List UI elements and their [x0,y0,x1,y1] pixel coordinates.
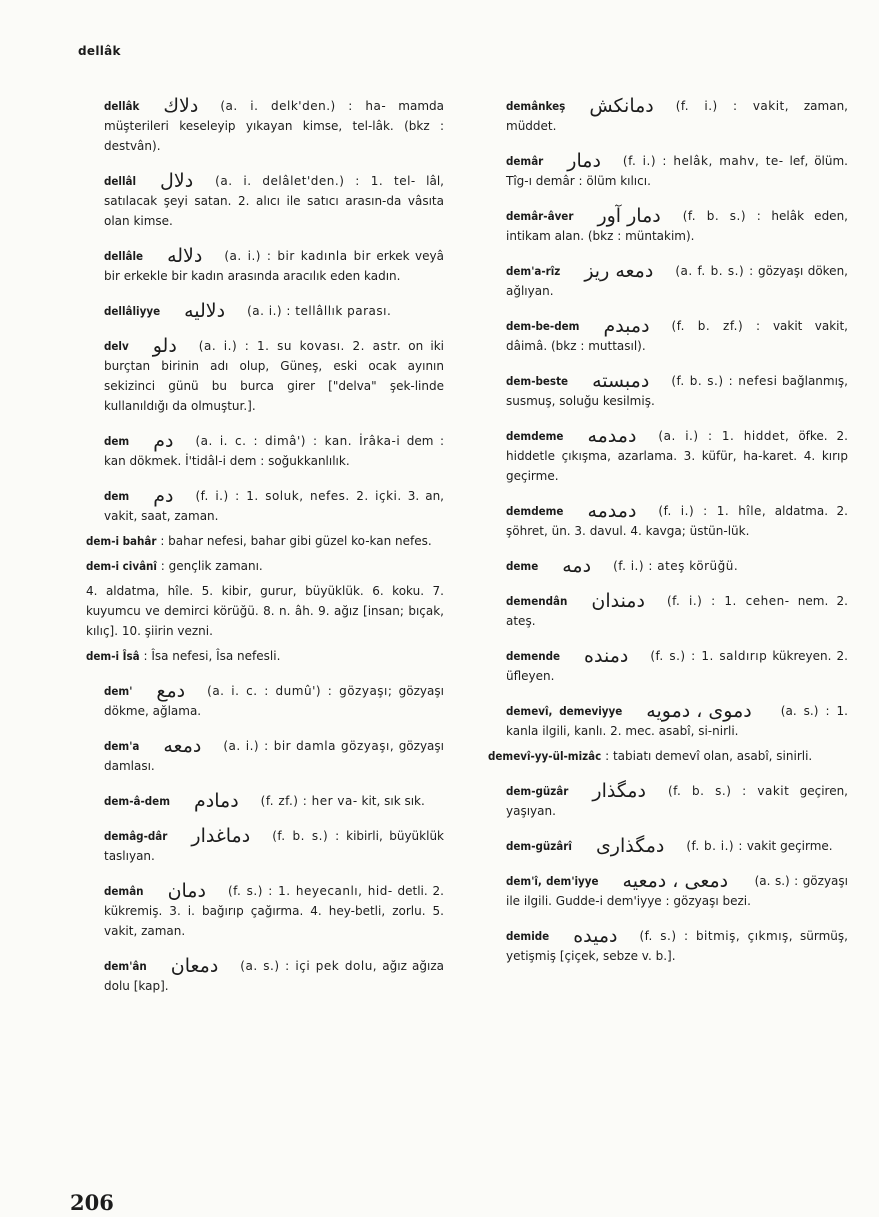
definition: on iki burçtan birinin adı olup, Güneş, eski ocak ayının sekizinci günü bu burca girer ["delva" şek-linde kullanıldığı da olmuştur.]. [104,339,444,413]
definition: ağız ağıza dolu [kap]. [104,959,444,993]
running-head: dellâk [78,44,121,58]
headword: demâg-dâr [104,829,168,843]
entry-demar [470,151,848,191]
grammar: (a. i.) : bir damla gözyaşı, [223,739,395,753]
right-column [470,96,848,981]
grammar: (f. b. s.) : [272,829,340,843]
subentry-demeviyy-ul-mizac [470,746,848,766]
entry-demendan [470,591,848,631]
definition: 3. an, vakit, saat, zaman. [104,489,444,523]
headword: demân [104,884,144,898]
arabic-script: دمعه ريز [584,260,654,282]
arabic-script: دلاك [163,95,199,117]
entry-demar-aver [470,206,848,246]
arabic-script: دمه [562,555,592,577]
headword: demende [506,649,561,663]
grammar: (a. i.) : 1. su kovası. 2. astr. [198,339,402,353]
arabic-script: دم [153,485,174,507]
subentry-dem-i-civani [68,556,444,576]
definition: lâl, satılacak şeyi satan. 2. alıcı ile satıcı arasın-da vâsıta olan kimse. [104,174,444,228]
entry-dem-continued [68,581,444,641]
entry-deme [470,556,848,576]
arabic-script: دلو [152,335,177,357]
arabic-script: دمندان [591,590,645,612]
grammar: (f. b. s.) : vakit [667,784,790,798]
grammar: (a. s.) : içi pek dolu, [240,959,378,973]
headword: dem-â-dem [104,794,170,808]
definition: (a. s.) : 1. kanla ilgili, kanlı. 2. mec. asabî, si-nirli. [506,704,848,738]
headword: dem-i civânî [86,559,157,573]
arabic-script: دلال [160,170,194,192]
grammar: (a. i. delk'den.) : ha- [220,99,387,113]
entry-demag-dar [68,826,444,866]
entry-dem-guzari [470,836,848,856]
entry-dem-a-dem [68,791,444,811]
definition: aldatma. 2. şöhret, ün. 3. davul. 4. kavga; üstün-lük. [506,504,848,538]
arabic-script: دمبدم [603,315,650,337]
grammar: (f. b. zf.) : [671,319,761,333]
arabic-script: دمعه [163,735,202,757]
definition: : gençlik zamanı. [160,559,263,573]
entry-dem-a [68,736,444,776]
arabic-script: دلاليه [184,300,226,322]
arabic-script: دمار [567,150,601,172]
subentry-dem-i-isa [68,646,444,666]
headword: dem'î, dem'iyye [506,874,599,888]
headword: dem-beste [506,374,569,388]
grammar: (f. s.) : bitmiş, çıkmış, [639,929,794,943]
entry-dem-i [470,871,848,911]
headword: dem' [104,684,133,698]
definition: bağlanmış, susmuş, soluğu kesilmiş. [506,374,848,408]
definition: kibirli, büyüklük taslıyan. [104,829,445,863]
arabic-script: دمگذارى [595,835,665,857]
definition: 4. aldatma, hîle. 5. kibir, gurur, büyüklük. 6. koku. 7. kuyumcu ve demirci körüğü. 8. n. âh. 9. ağız [insan; bıçak, kılıç]. 10. şiirin vezni. [86,584,444,638]
definition: öfke. 2. hiddetle çıkışma, azarlama. 3. küfür, ha-karet. 4. kırıp geçirme. [506,429,848,483]
headword: demâr-âver [506,209,574,223]
arabic-script: دمعى ، دمعيه [622,870,729,892]
entry-dem-a-riz [470,261,848,301]
grammar: (f. i.) : helâk, mahv, te- [622,154,784,168]
definition: gözyaşı döken, ağlıyan. [506,264,848,298]
definition: gözyaşı dökme, ağlama. [104,684,444,718]
grammar: (f. i.) : ateş körüğü. [613,559,739,573]
headword: dem'ân [104,959,147,973]
page-number: 206 [70,1190,114,1215]
grammar: (a. i.) : tellâllık parası. [247,304,392,318]
headword: demânkeş [506,99,566,113]
entry-demankes [470,96,848,136]
arabic-script: دمانكش [589,95,654,117]
arabic-script: دمع [156,680,186,702]
definition: (a. s.) : gözyaşı ile ilgili. Gudde-i dem'iyye : gözyaşı bezi. [506,874,848,908]
entry-demdeme-f [470,501,848,541]
headword: dem [104,489,130,503]
definition: : tabiatı demevî olan, asabî, sinirli. [605,749,813,763]
definition: dem : kan dökmek. İ'tidâl-i dem : soğukkanlılık. [104,434,444,468]
definition: : Îsa nefesi, Îsa nefesli. [143,649,281,663]
left-column [68,96,444,1011]
arabic-script: دم [153,430,174,452]
entry-dem-breath [68,486,444,526]
grammar: (f. b. s.) : nefesi [671,374,778,388]
grammar: (a. i. c. : dimâ') : kan. İrâka-i [195,434,401,448]
subentry-dem-i-bahar [68,531,444,551]
arabic-script: دمگذار [592,780,646,802]
grammar: (f. s.) : 1. saldırıp [650,649,768,663]
definition: kit, sık sık. [361,794,425,808]
entry-demdeme-a [470,426,848,486]
headword: demendân [506,594,568,608]
headword: dellâl [104,174,137,188]
grammar: (a. i. delâlet'den.) : 1. tel- [215,174,416,188]
grammar: (f. b. i.) : [686,839,743,853]
arabic-script: دمدمه [587,425,637,447]
headword: dem-güzâr [506,784,569,798]
arabic-script: دمان [167,880,206,902]
headword: demdeme [506,429,564,443]
arabic-script: دميده [573,925,618,947]
entry-dem-guzar [470,781,848,821]
entry-dellale [68,246,444,286]
arabic-script: دلاله [167,245,203,267]
entry-dem-an [68,956,444,996]
definition: detli. 2. kükremiş. 3. i. bağırıp çağırma. 4. hey-betli, zorlu. 5. vakit, zaman. [104,884,444,938]
grammar: (f. s.) : 1. heyecanlı, hid- [227,884,393,898]
entry-dellal [68,171,444,231]
entry-demende [470,646,848,686]
headword: demide [506,929,550,943]
definition: : bahar nefesi, bahar gibi güzel ko-kan nefes. [160,534,432,548]
entry-demide [470,926,848,966]
headword: dellâk [104,99,140,113]
arabic-script: دمعان [170,955,219,977]
definition: erkek veyâ bir erkekle bir kadın arasında aracılık eden kadın. [104,249,444,283]
arabic-script: دمبسته [592,370,650,392]
entry-demevi [470,701,848,741]
headword: demâr [506,154,544,168]
definition: lef, ölüm. Tîg-ı demâr : ölüm kılıcı. [506,154,849,188]
entry-delv [68,336,444,416]
definition: helâk eden, intikam alan. (bkz : müntakim). [506,209,848,243]
definition: zaman, müddet. [506,99,848,133]
entry-dem-tear [68,681,444,721]
entry-dem-blood [68,431,444,471]
grammar: (a. i. c. : dumû') : gözyaşı; [207,684,393,698]
arabic-script: دموى ، دمويه [646,700,752,722]
headword: dem-be-dem [506,319,580,333]
headword: deme [506,559,539,573]
definition: vakit vakit, dâimâ. (bkz : muttasıl). [506,319,848,353]
arabic-script: دماغدار [191,825,251,847]
arabic-script: دمنده [584,645,629,667]
grammar: (f. i.) : 1. soluk, nefes. 2. içki. [195,489,402,503]
arabic-script: دمدمه [587,500,637,522]
headword: dellâliyye [104,304,161,318]
headword: dem-i Îsâ [86,649,140,663]
headword: dem-i bahâr [86,534,157,548]
definition: mamda müşterileri keseleyip yıkayan kimse, tel-lâk. (bkz : destvân). [104,99,444,153]
entry-dem-be-dem [470,316,848,356]
headword: dem [104,434,130,448]
headword: demdeme [506,504,564,518]
headword: demevî-yy-ül-mizâc [488,749,602,763]
headword: dem'a-rîz [506,264,561,278]
definition: kükreyen. 2. üfleyen. [506,649,848,683]
definition: nem. 2. ateş. [506,594,848,628]
entry-delladiyye [68,301,444,321]
headword: dem-güzârî [506,839,572,853]
grammar: (a. i.) : bir kadınla bir [224,249,371,263]
entry-dem-beste [470,371,848,411]
definition: sürmüş, yetişmiş [çiçek, sebze v. b.]. [506,929,848,963]
grammar: (f. i.) : vakit, [675,99,790,113]
headword: demevî, demeviyye [506,704,623,718]
definition: geçiren, yaşıyan. [506,784,848,818]
grammar: (f. i.) : 1. hîle, [658,504,767,518]
grammar: (f. zf.) : her va- [260,794,358,808]
headword: delv [104,339,129,353]
arabic-script: دمار آور [597,205,661,227]
arabic-script: دمادم [194,790,239,812]
definition: gözyaşı damlası. [104,739,444,773]
grammar: (a. i.) : 1. hiddet, [658,429,790,443]
entry-deman [68,881,444,941]
definition: vakit geçirme. [746,839,833,853]
grammar: (f. b. s.) : [682,209,762,223]
grammar: (f. i.) : 1. cehen- [666,594,790,608]
headword: dem'a [104,739,140,753]
grammar: (a. f. b. s.) : [675,264,754,278]
entry-dellak [68,96,444,156]
headword: dellâle [104,249,144,263]
